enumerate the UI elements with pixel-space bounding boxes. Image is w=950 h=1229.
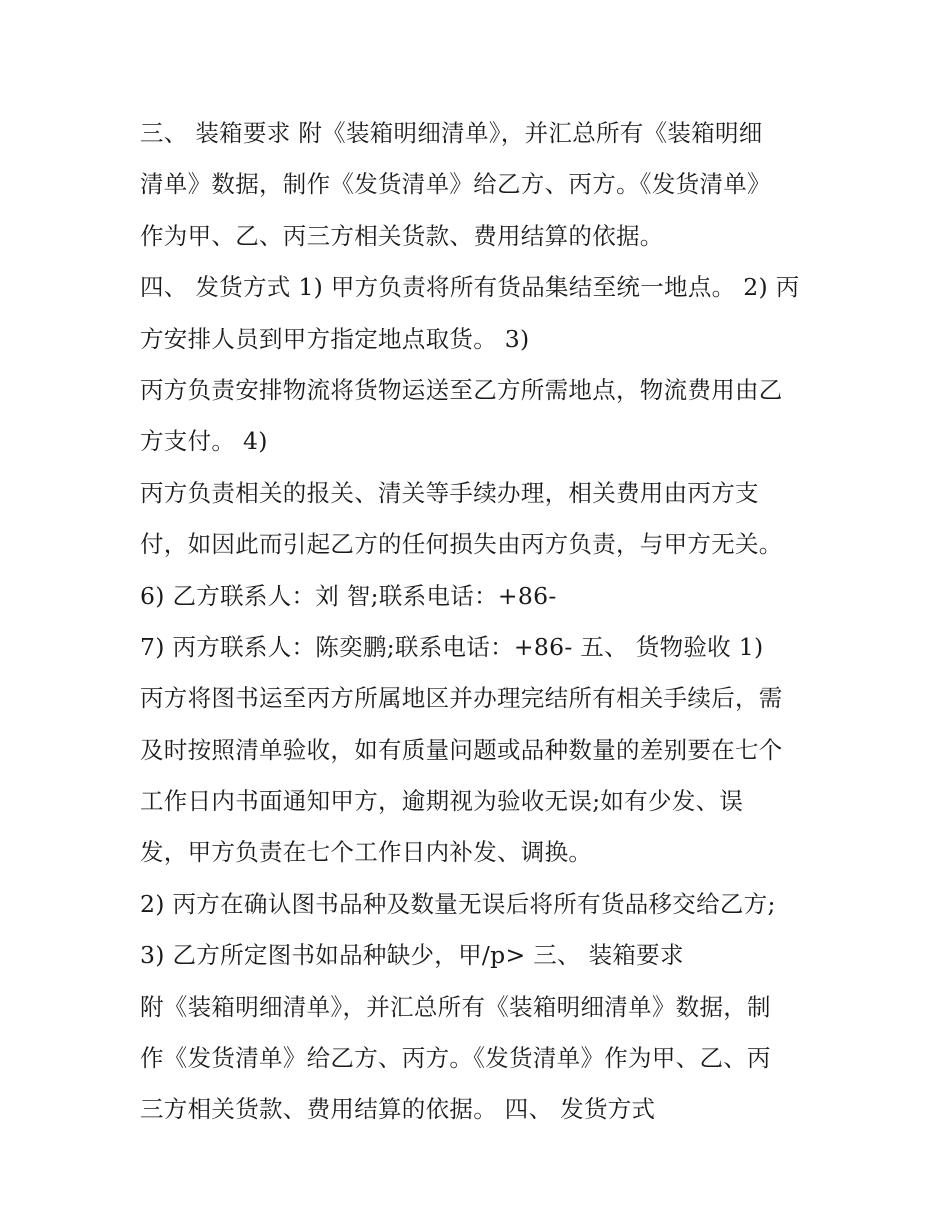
text-line: 丙方将图书运至丙方所属地区并办理完结所有相关手续后，需 bbox=[140, 684, 783, 713]
text-line: 3) 乙方所定图书如品种缺少，甲/p> 三、 装箱要求 bbox=[140, 941, 684, 970]
text-line: 清单》数据，制作《发货清单》给乙方、丙方。《发货清单》 bbox=[140, 170, 771, 199]
text-line: 三方相关货款、费用结算的依据。 四、 发货方式 bbox=[140, 1095, 656, 1124]
text-line: 6) 乙方联系人：刘 智;联系电话：+86- bbox=[140, 581, 557, 610]
text-line: 工作日内书面通知甲方，逾期视为验收无误;如有少发、误 bbox=[140, 787, 744, 816]
text-line: 作《发货清单》给乙方、丙方。《发货清单》作为甲、乙、丙 bbox=[140, 1044, 771, 1073]
text-line: 2) 丙方在确认图书品种及数量无误后将所有货品移交给乙方; bbox=[140, 889, 776, 918]
text-line: 付，如因此而引起乙方的任何损失由丙方负责，与甲方无关。 bbox=[140, 530, 783, 559]
text-line: 及时按照清单验收，如有质量问题或品种数量的差别要在七个 bbox=[140, 735, 783, 764]
text-line: 作为甲、乙、丙三方相关货款、费用结算的依据。 bbox=[140, 221, 664, 250]
text-line: 丙方负责安排物流将货物运送至乙方所需地点，物流费用由乙 bbox=[140, 375, 783, 404]
document-body bbox=[140, 108, 820, 1136]
text-line: 四、 发货方式 1) 甲方负责将所有货品集结至统一地点。 2) 丙 bbox=[140, 273, 800, 302]
text-line: 方支付。 4) bbox=[140, 427, 268, 456]
text-line: 丙方负责相关的报关、清关等手续办理，相关费用由丙方支 bbox=[140, 478, 759, 507]
text-line: 三、 装箱要求 附《装箱明细清单》，并汇总所有《装箱明细 bbox=[140, 119, 763, 147]
text-line: 发，甲方负责在七个工作日内补发、调换。 bbox=[140, 838, 593, 867]
text-line: 方安排人员到甲方指定地点取货。 3) bbox=[140, 324, 530, 353]
text-line: 附《装箱明细清单》，并汇总所有《装箱明细清单》数据，制 bbox=[140, 992, 771, 1021]
text-line: 7) 丙方联系人：陈奕鹏;联系电话：+86- 五、 货物验收 1) bbox=[140, 632, 764, 661]
